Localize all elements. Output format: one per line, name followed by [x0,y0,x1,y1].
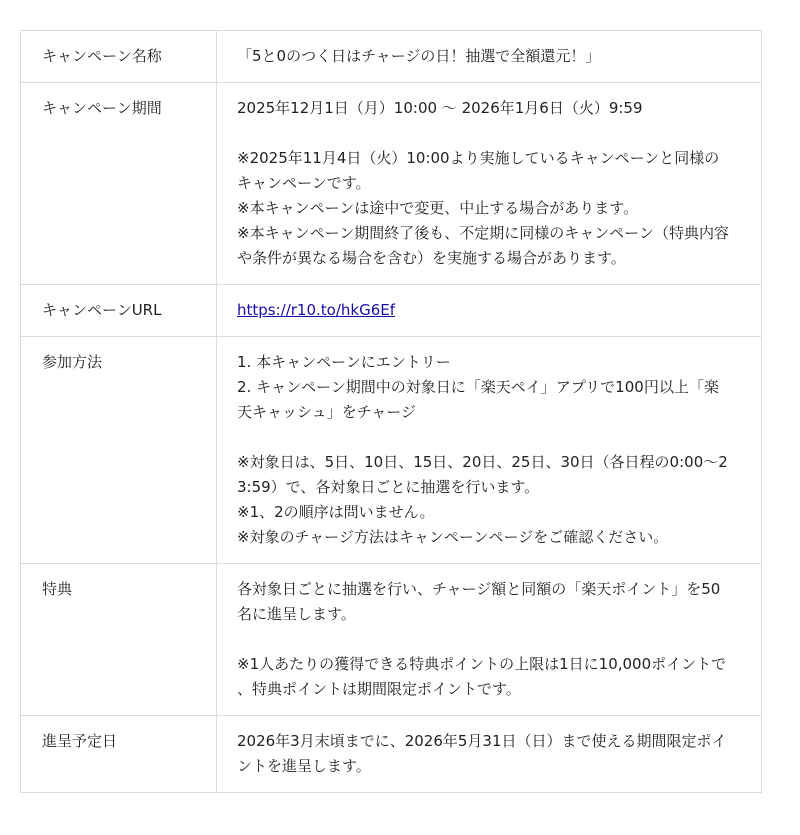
value-line: 1. 本キャンペーンにエントリー [237,353,451,371]
value-line: や条件が異なる場合を含む）を実施する場合があります。 [237,249,626,267]
value-line: 各対象日ごとに抽選を行い、チャージ額と同額の「楽天ポイント」を50 [237,580,721,598]
table-row-benefit [21,564,762,716]
row-label: 特典 [21,564,217,716]
row-value [217,337,762,564]
table-row-campaign-url [21,285,762,337]
campaign-info-table [20,30,762,793]
value-line: 2025年12月1日（月）10:00 〜 2026年1月6日（火）9:59 [237,99,643,117]
value-line: 2. キャンペーン期間中の対象日に「楽天ペイ」アプリで100円以上「楽 [237,378,719,396]
row-value [217,564,762,716]
value-line: 名に進呈します。 [237,605,356,623]
value-line: ※2025年11月4日（火）10:00より実施しているキャンペーンと同様の [237,149,720,167]
value-line: 天キャッシュ」をチャージ [237,403,416,421]
value-line: 、特典ポイントは期間限定ポイントです。 [237,680,521,698]
row-value [217,716,762,793]
table-row-award-date [21,716,762,793]
row-label: 進呈予定日 [21,716,217,793]
value-line: ※対象日は、5日、10日、15日、20日、25日、30日（各日程の0:00〜2 [237,453,728,471]
paragraph-gap [237,425,743,450]
value-line: ※1、2の順序は問いません。 [237,503,435,521]
value-line: ※本キャンペーンは途中で変更、中止する場合があります。 [237,199,639,217]
table-row-participation [21,337,762,564]
campaign-url-link[interactable]: https://r10.to/hkG6Ef [237,301,396,319]
row-value [217,31,762,83]
value-line: 「5と0のつく日はチャージの日！抽選で全額還元！」 [237,47,601,65]
value-line: キャンペーンです。 [237,174,371,192]
table-row-campaign-period [21,83,762,285]
paragraph-gap [237,121,743,146]
table-row-campaign-name [21,31,762,83]
row-value [217,285,762,337]
row-label: キャンペーン期間 [21,83,217,285]
row-label: キャンペーン名称 [21,31,217,83]
value-line: 3:59）で、各対象日ごとに抽選を行います。 [237,478,540,496]
value-line: ントを進呈します。 [237,757,371,775]
paragraph-gap [237,627,743,652]
row-label: 参加方法 [21,337,217,564]
value-line: ※対象のチャージ方法はキャンペーンページをご確認ください。 [237,528,669,546]
value-line: ※1人あたりの獲得できる特典ポイントの上限は1日に10,000ポイントで [237,655,727,673]
row-label: キャンペーンURL [21,285,217,337]
value-line: 2026年3月末頃までに、2026年5月31日（日）まで使える期間限定ポイ [237,732,727,750]
row-value [217,83,762,285]
value-line: ※本キャンペーン期間終了後も、不定期に同様のキャンペーン（特典内容 [237,224,729,242]
